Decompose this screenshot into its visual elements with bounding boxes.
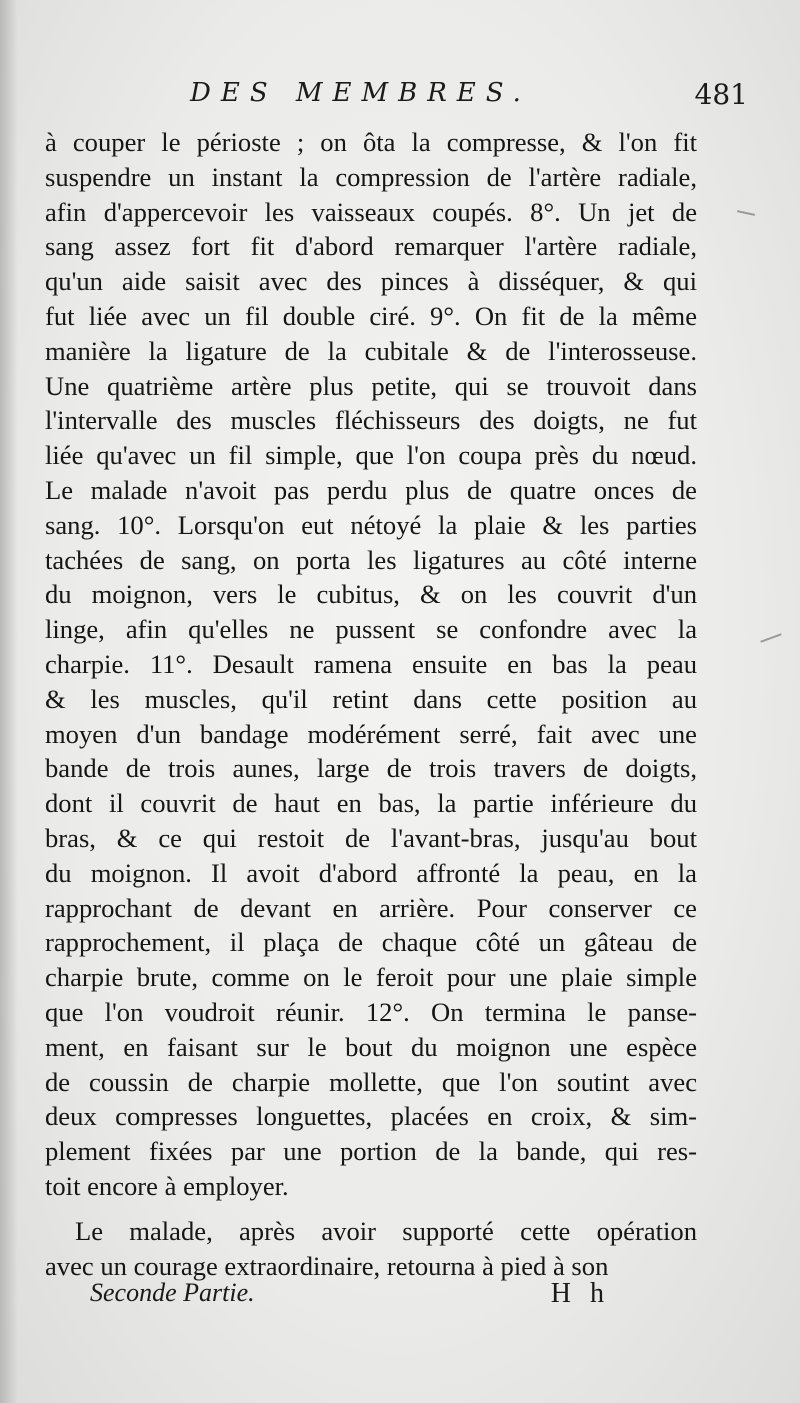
text-line: toit encore à employer.: [45, 1170, 289, 1201]
text-line: suspendre un instant la compression de l'artère radiale,: [45, 161, 697, 192]
text-line: plement fixées par une portion de la bande, qui res-: [45, 1136, 697, 1167]
text-line: liée qu'avec un fil simple, que l'on coupa près du nœud.: [45, 440, 697, 471]
text-line: dont il couvrit de haut en bas, la partie inférieure du: [45, 788, 697, 819]
text-line: ment, en faisant sur le bout du moignon une espèce: [45, 1031, 697, 1062]
page-footer: [90, 1278, 610, 1318]
paragraph-gap: [45, 1204, 697, 1214]
text-line: de coussin de charpie mollette, que l'on soutint avec: [45, 1066, 697, 1097]
text-line: rapprochement, il plaça de chaque côté un gâteau de: [45, 927, 697, 958]
text-line: que l'on voudroit réunir. 12°. On termina le panse-: [45, 996, 697, 1027]
text-line: Le malade, après avoir supporté cette opération: [75, 1215, 697, 1246]
text-line: charpie. 11°. Desault ramena ensuite en bas la peau: [45, 648, 697, 679]
text-line: deux compresses longuettes, placées en croix, & sim-: [45, 1101, 697, 1132]
signature-mark: H h: [550, 1278, 610, 1309]
text-line: Une quatrième artère plus petite, qui se trouvoit dans: [45, 370, 697, 401]
paragraph-2: [45, 1214, 697, 1284]
text-line: linge, afin qu'elles ne pussent se confondre avec la: [45, 614, 697, 645]
text-line: charpie brute, comme on le feroit pour une plaie simple: [45, 962, 697, 993]
text-line: l'intervalle des muscles fléchisseurs des doigts, ne fut: [45, 405, 697, 436]
running-title: DES MEMBRES.: [190, 78, 531, 108]
text-line: Le malade n'avoit pas perdu plus de quatre onces de: [45, 474, 697, 505]
paragraph-1: [45, 125, 697, 1204]
text-line: qu'un aide saisit avec des pinces à disséquer, & qui: [45, 266, 697, 297]
text-line: à couper le périoste ; on ôta la compresse, & l'on fit: [45, 127, 697, 157]
text-line: tachées de sang, on porta les ligatures au côté interne: [45, 544, 697, 575]
text-line: sang. 10°. Lorsqu'on eut nétoyé la plaie & les parties: [45, 509, 697, 540]
text-line: moyen d'un bandage modérément serré, fait avec une: [45, 718, 697, 749]
text-line: manière la ligature de la cubitale & de l'interosseuse.: [45, 335, 697, 366]
text-line: afin d'appercevoir les vaisseaux coupés. 8°. Un jet de: [45, 196, 697, 227]
page-header: [48, 78, 748, 118]
text-line: rapprochant de devant en arrière. Pour conserver ce: [45, 892, 697, 923]
page-number: 481: [694, 78, 748, 111]
text-line: du moignon. Il avoit d'abord affronté la peau, en la: [45, 857, 697, 888]
body-text: [45, 125, 697, 1283]
text-line: avec un courage extraordinaire, retourna à pied à son: [45, 1250, 609, 1281]
margin-mark: [737, 210, 755, 216]
text-line: bande de trois aunes, large de trois travers de doigts,: [45, 753, 697, 784]
margin-mark: [760, 633, 781, 642]
text-line: sang assez fort fit d'abord remarquer l'artère radiale,: [45, 231, 697, 262]
text-line: fut liée avec un fil double ciré. 9°. On fit de la même: [45, 300, 697, 331]
text-line: bras, & ce qui restoit de l'avant-bras, jusqu'au bout: [45, 822, 697, 853]
text-line: & les muscles, qu'il retint dans cette position au: [45, 683, 697, 714]
part-label: Seconde Partie.: [90, 1278, 255, 1307]
text-line: du moignon, vers le cubitus, & on les couvrit d'un: [45, 579, 697, 610]
